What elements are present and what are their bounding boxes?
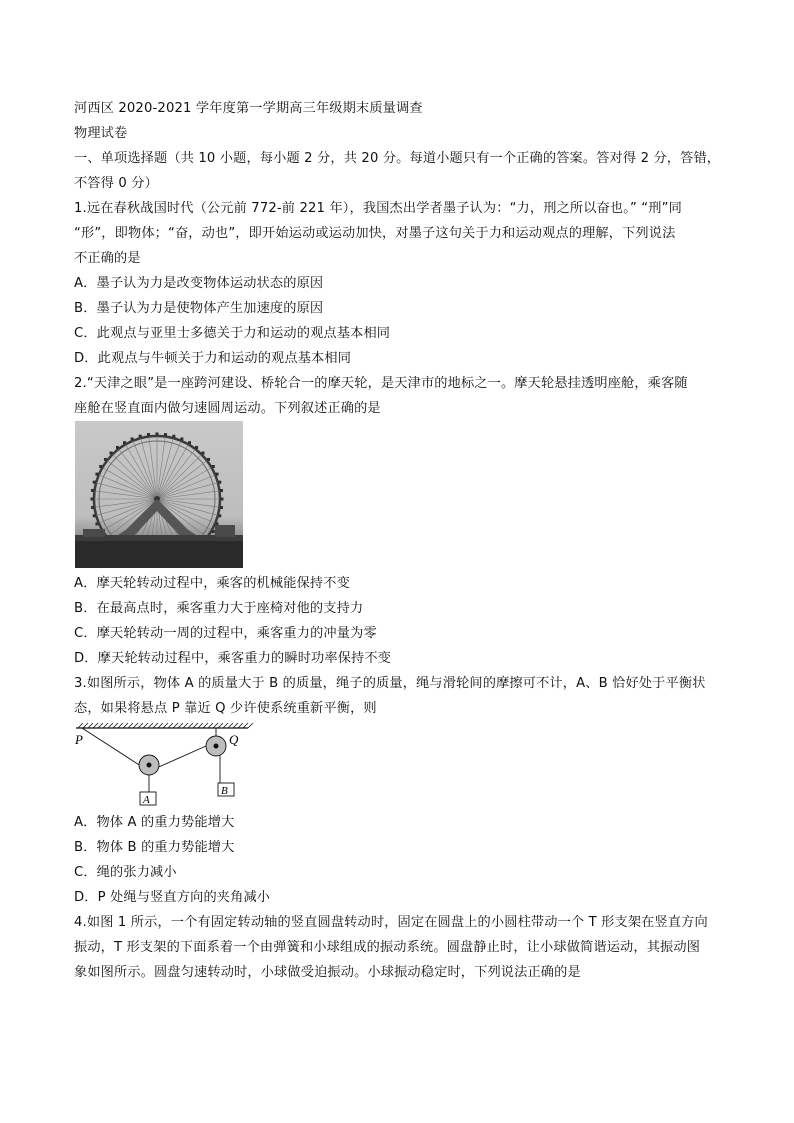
section-line-1: 一、单项选择题（共 10 小题，每小题 2 分，共 20 分。每道小题只有一个正确的答案。答对得 2 分，答错， <box>74 151 721 166</box>
label-q: Q <box>229 732 239 747</box>
exam-title: 河西区 2020-2021 学年度第一学期高三年级期末质量调查 <box>74 101 423 116</box>
q1-option-b: B．墨子认为力是使物体产生加速度的原因 <box>74 301 324 316</box>
q3-option-c: C．绳的张力减小 <box>74 865 177 880</box>
q1-option-d: D．此观点与牛顿关于力和运动的观点基本相同 <box>74 351 352 366</box>
q1-stem-line-3: 不正确的是 <box>74 251 141 266</box>
q2-option-b: B．在最高点时，乘客重力大于座椅对他的支持力 <box>74 601 364 616</box>
q2-stem-line-2: 座舱在竖直面内做匀速圆周运动。下列叙述正确的是 <box>74 401 381 416</box>
q3-option-d: D．P 处绳与竖直方向的夹角减小 <box>74 890 271 905</box>
q4-stem-line-1: 4.如图 1 所示，一个有固定转动轴的竖直圆盘转动时，固定在圆盘上的小圆柱带动一个 T 形支架在竖直方向 <box>74 915 708 930</box>
label-p: P <box>75 732 83 747</box>
q1-option-c: C．此观点与亚里士多德关于力和运动的观点基本相同 <box>74 326 391 341</box>
q1-option-a: A．墨子认为力是改变物体运动状态的原因 <box>74 276 324 291</box>
q2-option-d: D．摩天轮转动过程中，乘客重力的瞬时功率保持不变 <box>74 651 392 666</box>
q3-stem-line-1: 3.如图所示，物体 A 的质量大于 B 的质量，绳子的质量，绳与滑轮间的摩擦可不计，A、B 恰好处于平衡状 <box>74 676 706 691</box>
ferris-wheel-photo <box>75 421 243 568</box>
q3-stem-line-2: 态，如果将悬点 P 靠近 Q 少许使系统重新平衡，则 <box>74 701 377 716</box>
q4-stem-line-3: 象如图所示。圆盘匀速转动时，小球做受迫振动。小球振动稳定时，下列说法正确的是 <box>74 965 581 980</box>
q1-stem-line-1: 1.远在春秋战国时代（公元前 772-前 221 年），我国杰出学者墨子认为：“力，刑之所以奋也。” “刑”同 <box>74 201 682 216</box>
pulley-diagram <box>74 722 254 810</box>
q2-stem-line-1: 2.“天津之眼”是一座跨河建设、桥轮合一的摩天轮，是天津市的地标之一。摩天轮悬挂透明座舱，乘客随 <box>74 376 688 391</box>
label-b: B <box>221 785 228 797</box>
q2-option-c: C．摩天轮转动一周的过程中，乘客重力的冲量为零 <box>74 626 377 641</box>
label-a: A <box>143 794 150 806</box>
q2-option-a: A．摩天轮转动过程中，乘客的机械能保持不变 <box>74 576 350 591</box>
q3-option-a: A．物体 A 的重力势能增大 <box>74 815 235 830</box>
q4-stem-line-2: 振动，T 形支架的下面系着一个由弹簧和小球组成的振动系统。圆盘静止时，让小球做简谐运动，其振动图 <box>74 940 701 955</box>
q3-option-b: B．物体 B 的重力势能增大 <box>74 840 235 855</box>
section-line-2: 不答得 0 分） <box>74 176 158 191</box>
q1-stem-line-2: “形”，即物体；“奋，动也”，即开始运动或运动加快，对墨子这句关于力和运动观点的理解，下列说法 <box>74 226 676 241</box>
subject-title: 物理试卷 <box>74 126 128 141</box>
